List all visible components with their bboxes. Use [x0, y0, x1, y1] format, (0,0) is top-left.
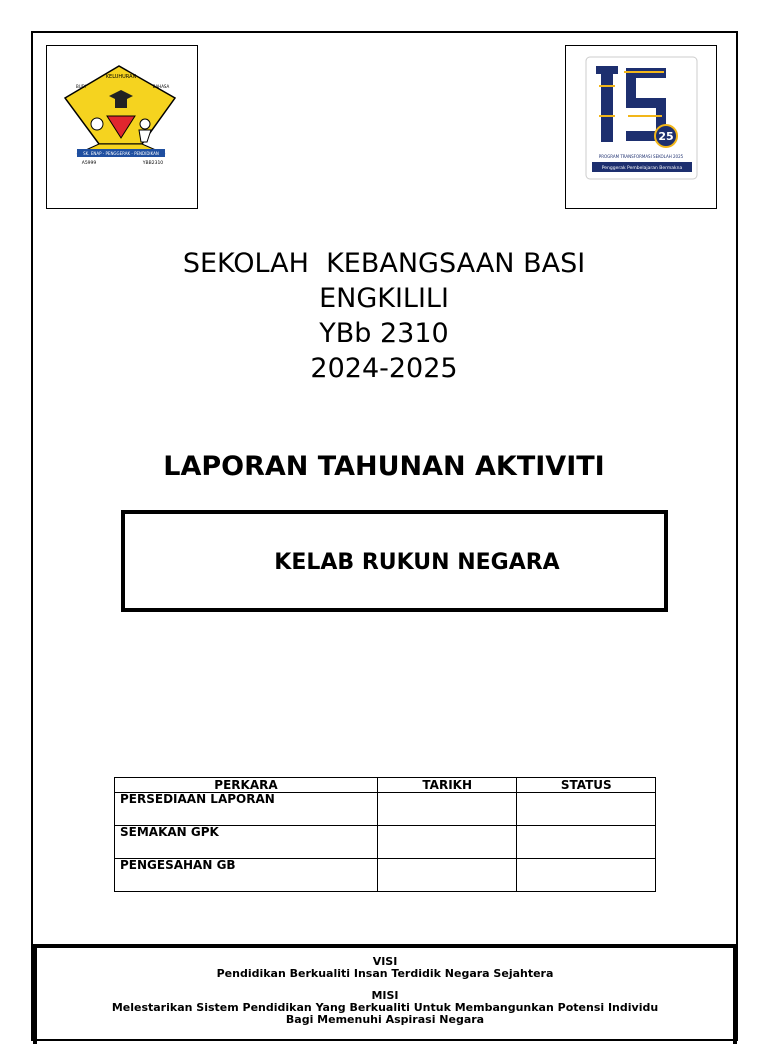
table-row	[115, 859, 656, 892]
misi-text: Melestarikan Sistem Pendidikan Yang Berkualiti Untuk Membangunkan Potensi Individu	[111, 1001, 659, 1014]
school-crest-icon	[47, 46, 199, 210]
header-tarikh: TARIKH	[377, 778, 517, 793]
crest-code-right: YBB2310	[142, 161, 164, 166]
school-name-line1: SEKOLAH KEBANGSAAN BASI	[182, 248, 586, 279]
misi-label: MISI	[371, 989, 399, 1002]
ts25-caption-2: Penggerak Pembelajaran Bermakna	[601, 166, 683, 171]
club-name-box	[121, 510, 668, 612]
school-crest-box	[46, 45, 198, 209]
table-row	[115, 826, 656, 859]
row-status	[517, 859, 656, 892]
school-name-line2: ENGKILILI	[319, 283, 449, 314]
crest-right-text: BAHASA	[152, 84, 170, 89]
visi-text: Pendidikan Berkualiti Insan Terdidik Negara Sejahtera	[216, 967, 554, 980]
row-status	[517, 826, 656, 859]
row-date	[377, 826, 517, 859]
misi-text-2: Bagi Memenuhi Aspirasi Negara	[285, 1013, 485, 1026]
row-item: SEMAKAN GPK	[115, 826, 378, 859]
ts25-badge: 25	[658, 130, 674, 143]
crest-top-text: KELUHURAN	[105, 74, 137, 80]
club-name: KELAB RUKUN NEGARA	[274, 550, 560, 575]
crest-code-left: A5999	[81, 161, 97, 166]
ts25-logo-box	[565, 45, 717, 209]
report-title: LAPORAN TAHUNAN AKTIVITI	[163, 451, 605, 482]
row-item: PERSEDIAAN LAPORAN	[115, 793, 378, 826]
ts25-logo-icon	[566, 46, 718, 210]
table-row	[115, 793, 656, 826]
vision-mission-box	[33, 944, 737, 1044]
ts25-caption-1: PROGRAM TRANSFORMASI SEKOLAH 2025	[598, 154, 684, 159]
row-status	[517, 793, 656, 826]
crest-band-text: SK. ENAP - PENGGERAK - PENDIDIKAN	[83, 151, 159, 156]
school-session: 2024-2025	[310, 353, 458, 384]
school-heading	[0, 246, 768, 386]
approval-table	[114, 777, 656, 892]
row-date	[377, 859, 517, 892]
table-header-row	[115, 778, 656, 793]
row-date	[377, 793, 517, 826]
row-item: PENGESAHAN GB	[115, 859, 378, 892]
school-code: YBb 2310	[319, 318, 449, 349]
header-perkara: PERKARA	[115, 778, 378, 793]
crest-left-text: BUDI	[76, 84, 86, 89]
visi-label: VISI	[372, 955, 398, 968]
header-status: STATUS	[517, 778, 656, 793]
